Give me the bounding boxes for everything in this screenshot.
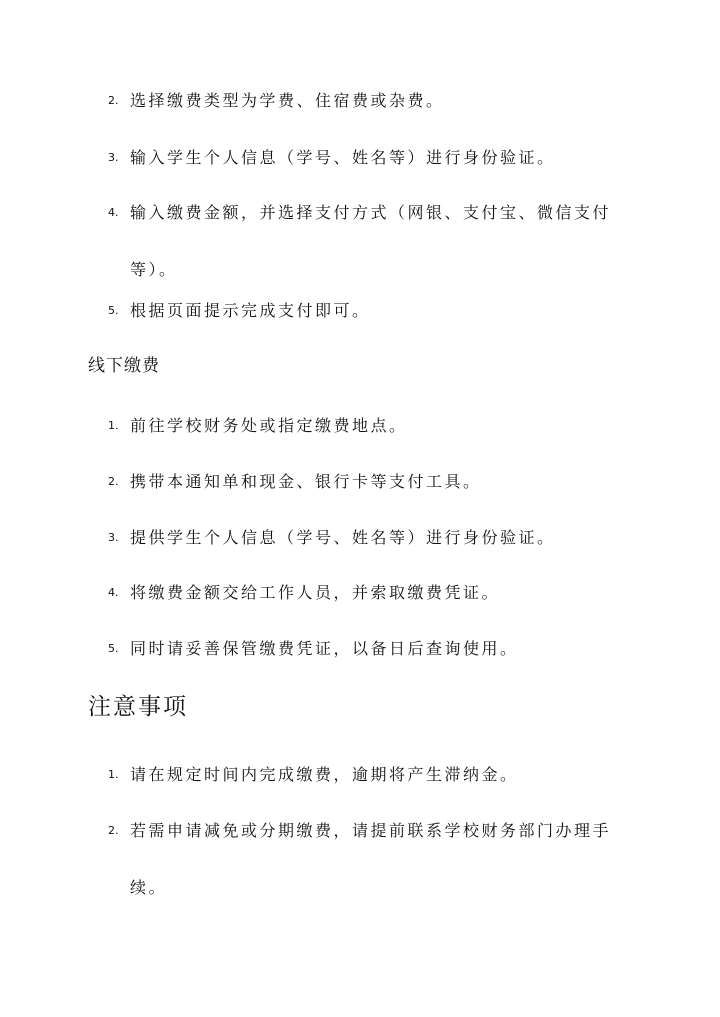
- list-number: 1.: [108, 768, 119, 781]
- list-item: [108, 129, 628, 186]
- list-item-continuation: 续。: [130, 878, 168, 897]
- list-item: [108, 282, 628, 339]
- list-item-text: 若需申请减免或分期缴费，请提前联系学校财务部门办理手: [130, 821, 612, 840]
- list-item-text: 携带本通知单和现金、银行卡等支付工具。: [130, 472, 482, 491]
- list-item: [108, 72, 628, 129]
- list-item-text: 提供学生个人信息（学号、姓名等）进行身份验证。: [130, 528, 556, 547]
- list-item: [108, 184, 628, 298]
- list-item: [108, 802, 628, 916]
- list-item-text: 前往学校财务处或指定缴费地点。: [130, 416, 408, 435]
- list-number: 4.: [108, 206, 119, 219]
- list-item: [108, 564, 628, 621]
- list-item-text: 根据页面提示完成支付即可。: [130, 301, 371, 320]
- list-number: 3.: [108, 151, 119, 164]
- list-item: [108, 746, 628, 803]
- list-item-text: 请在规定时间内完成缴费，逾期将产生滞纳金。: [130, 765, 519, 784]
- list-number: 2.: [108, 475, 119, 488]
- list-item: [108, 620, 628, 677]
- section-heading-notes: 注意事项: [88, 694, 188, 720]
- list-item: [108, 397, 628, 454]
- list-item-text: 输入学生个人信息（学号、姓名等）进行身份验证。: [130, 148, 556, 167]
- list-number: 4.: [108, 586, 119, 599]
- list-item-text: 将缴费金额交给工作人员，并索取缴费凭证。: [130, 583, 501, 602]
- list-number: 3.: [108, 531, 119, 544]
- section-heading-offline: 线下缴费: [88, 356, 160, 376]
- list-item-continuation: 等）。: [130, 260, 178, 279]
- list-number: 5.: [108, 304, 119, 317]
- list-item: [108, 453, 628, 510]
- list-item-text: 输入缴费金额，并选择支付方式（网银、支付宝、微信支付: [130, 203, 612, 222]
- list-item: [108, 509, 628, 566]
- list-number: 5.: [108, 642, 119, 655]
- list-number: 1.: [108, 419, 119, 432]
- list-item-text: 选择缴费类型为学费、住宿费或杂费。: [130, 91, 445, 110]
- list-number: 2.: [108, 824, 119, 837]
- list-item-text: 同时请妥善保管缴费凭证，以备日后查询使用。: [130, 639, 519, 658]
- list-number: 2.: [108, 94, 119, 107]
